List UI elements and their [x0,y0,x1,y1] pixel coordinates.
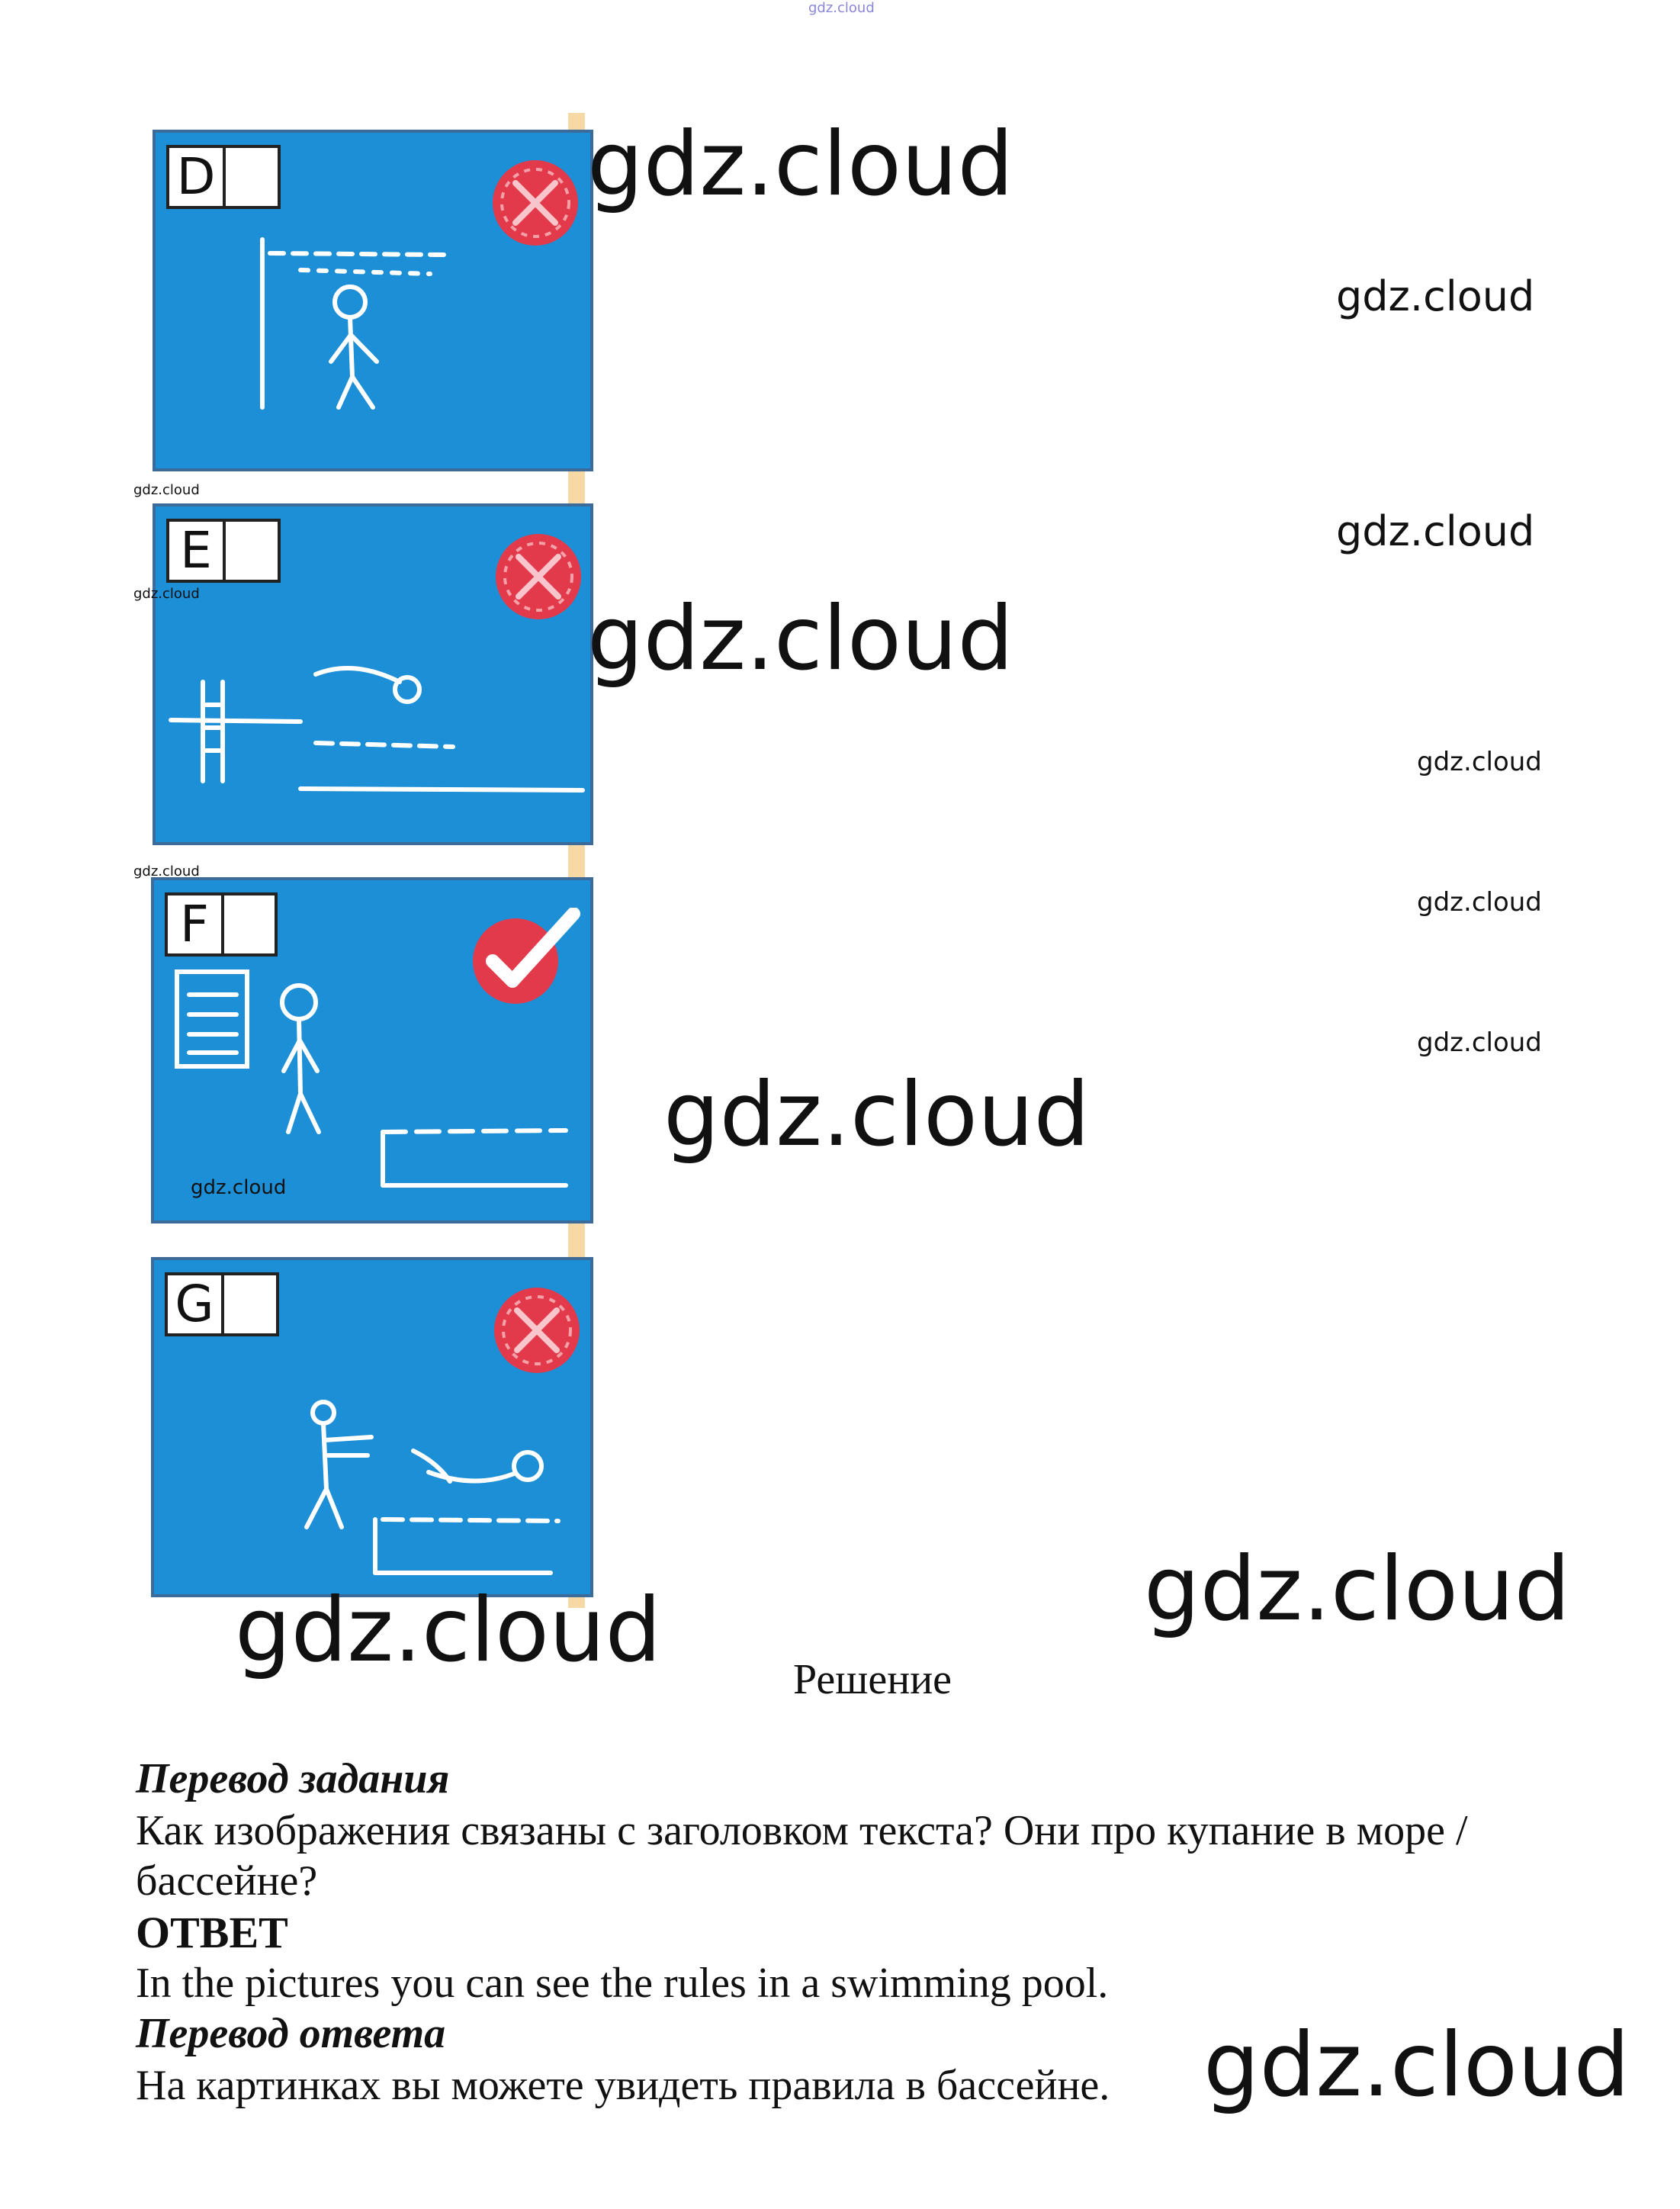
panel-letter: G [168,1275,224,1333]
watermark: gdz.cloud [587,587,1014,690]
task-translation-heading: Перевод задания [136,1755,450,1802]
cross-icon [488,156,583,250]
picture-panel-g [151,1257,593,1597]
watermark: gdz.cloud [133,863,200,879]
panel-label-box [166,145,281,209]
watermark: gdz.cloud [1144,1538,1571,1641]
panel-label-box [166,519,281,583]
answer-translation-heading: Перевод ответа [136,2010,446,2057]
picture-panel-d [153,130,593,471]
solution-title: Решение [793,1656,952,1703]
watermark: gdz.cloud [1417,747,1542,777]
watermark: gdz.cloud [663,1063,1091,1166]
panel-letter: E [169,522,226,580]
watermark: gdz.cloud [133,586,200,602]
watermark: gdz.cloud [133,482,200,498]
picture-panel-f [151,877,593,1223]
task-translation-line-1: Как изображения связаны с заголовком текста? Они про купание в море / [136,1807,1468,1854]
watermark: gdz.cloud [235,1579,662,1682]
watermark-top: gdz.cloud [808,0,875,16]
watermark: gdz.cloud [1336,272,1535,320]
answer-translation-text: На картинках вы можете увидеть правила в бассейне. [136,2062,1110,2109]
cross-icon [491,529,586,624]
picture-panel-e [153,503,593,845]
check-icon [467,908,581,1007]
watermark: gdz.cloud [1336,507,1535,555]
watermark: gdz.cloud [1417,887,1542,918]
answer-heading: ОТВЕТ [136,1908,288,1957]
task-translation-line-2: бассейне? [136,1857,318,1905]
watermark: gdz.cloud [587,113,1014,216]
watermark: gdz.cloud [191,1176,287,1199]
answer-text: In the pictures you can see the rules in a swimming pool. [136,1960,1109,2007]
watermark: gdz.cloud [1203,2014,1630,2117]
watermark: gdz.cloud [1417,1027,1542,1058]
panel-label-box [165,892,278,957]
panel-letter: D [169,148,226,206]
cross-icon [490,1283,584,1378]
panel-label-box [165,1272,279,1336]
panel-letter: F [168,895,224,953]
